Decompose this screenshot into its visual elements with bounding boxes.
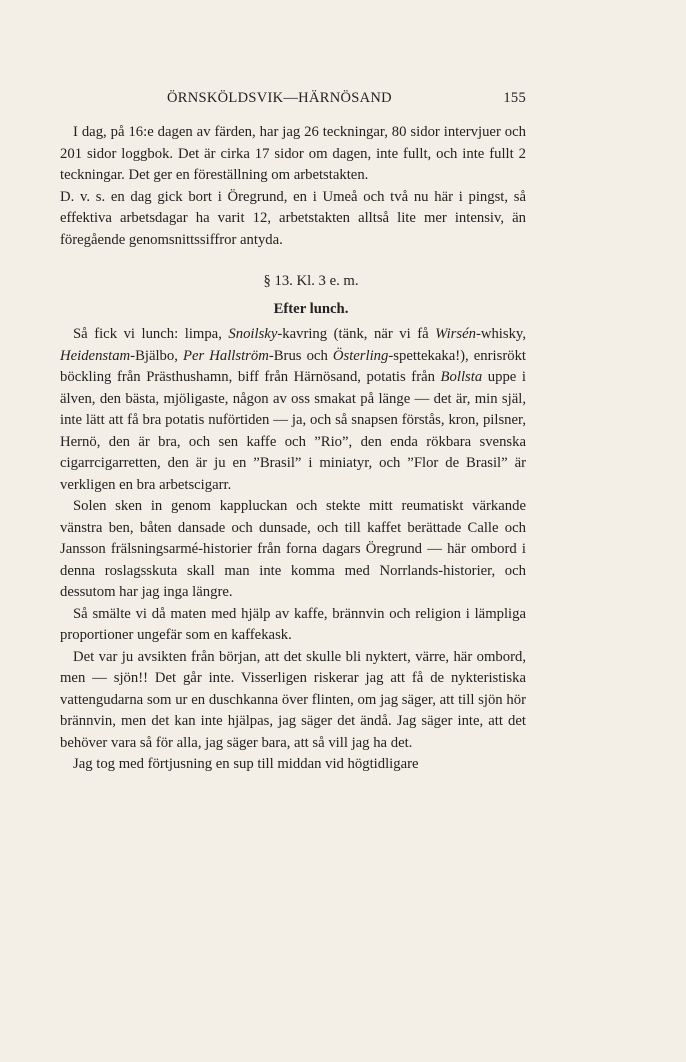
italic-name: Snoilsky: [228, 326, 278, 342]
paragraph-4: Solen sken in genom kappluckan och stekte mitt reumatiskt värkande vänstra ben, båten dansade och dunsade, och till kaffet berättade Calle och Jansson frälsningsarmé-historier från forna dagars Öregrund — här ombord i denna roslagsskuta skall man inte komma med Norrlands-historier, och dessutom har jag inga längre.: [60, 498, 526, 600]
running-header: [60, 88, 526, 112]
body-text: [60, 122, 526, 776]
paragraph-3: [60, 324, 526, 496]
paragraph-7: Jag tog med förtjusning en sup till middan vid högtidligare: [73, 756, 419, 772]
section-subtitle: Efter lunch.: [273, 300, 349, 317]
italic-name: Bollsta: [440, 369, 483, 385]
text-run: -Bjälbo,: [130, 347, 183, 364]
italic-name: Heidenstam: [60, 347, 131, 364]
text-run: -whisky,: [475, 326, 526, 342]
text-run: Så fick vi lunch: limpa,: [73, 326, 229, 342]
paragraph-1: I dag, på 16:e dagen av färden, har jag 26 teckningar, 80 sidor intervjuer och 201 sidor loggbok. Det är cirka 17 sidor om dagen, inte fullt, och inte fullt 2 teckningar. Det ger en föreställning om arbetstakten.: [60, 124, 526, 183]
paragraph-6: Det var ju avsikten från början, att det skulle bli nyktert, värre, här ombord, men — sjön!! Det går inte. Visserligen riskerar jag att få de nykteristiska vattengudarna som ur en duschkanna över flinten, om jag säger, att till sjön hör brännvin, men det kan inte hjälpas, jag säger det ändå. Jag säger inte, att det behöver vara så för alla, jag säger bara, att så vill jag ha det.: [60, 648, 526, 751]
italic-name: Per Hallström: [182, 347, 269, 364]
running-title: ÖRNSKÖLDSVIK—HÄRNÖSAND: [167, 90, 392, 106]
paragraph-5: Så smälte vi då maten med hjälp av kaffe, brännvin och religion i lämpliga proportioner ungefär som en kaffekask.: [60, 605, 526, 643]
section-heading: § 13. Kl. 3 e. m.: [263, 273, 359, 289]
page-number: 155: [503, 90, 526, 106]
text-run: -Brus och: [268, 347, 333, 364]
italic-name: Österling: [332, 347, 389, 364]
italic-name: Wirsén: [435, 326, 476, 342]
text-run: -spettekaka!), enrisrökt böckling från Prästhushamn, biff från Härnösand, potatis från: [60, 347, 526, 385]
book-page: [60, 88, 526, 776]
text-run: uppe i älven, den bästa, mjöligaste, någon av oss smakat på länge — det är, min själ, inte lätt att få bra potatis nuförtiden — ja, och så snapsen förstås, kron, pilsner, Hernö, den är bra, och sen kaffe och ”Rio”, den enda rökbara svenska cigarrcigarretten, den är ju en ”Brasil” i miniatyr, och ”Flor de Brasil” är verkligen en bra arbetscigarr.: [60, 369, 526, 493]
text-run: -kavring (tänk, när vi få: [277, 326, 436, 342]
paragraph-2: D. v. s. en dag gick bort i Öregrund, en i Umeå och två nu här i pingst, så effektiva arbetsdagar ha varit 12, arbetstakten alltså lite mer intensiv, än föregående genomsnittssiffror antyda.: [60, 188, 526, 248]
